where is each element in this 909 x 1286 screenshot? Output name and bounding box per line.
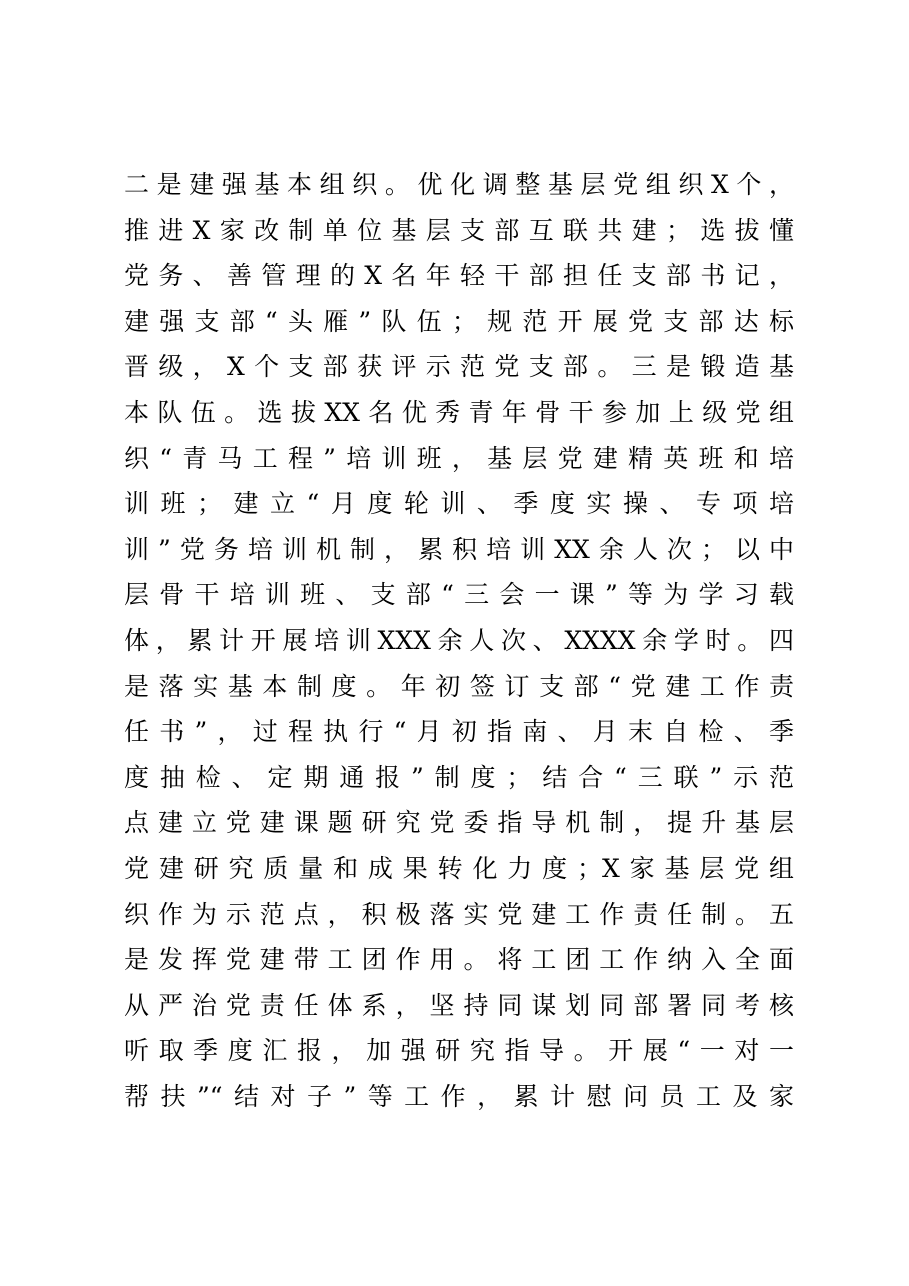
text-line: 推进X家改制单位基层支部互联共建；选拔懂 xyxy=(124,215,794,245)
text-line: 从严治党责任体系，坚持同谋划同部署同考核 xyxy=(124,990,794,1020)
text-line: 织“青马工程”培训班，基层党建精英班和培 xyxy=(124,443,794,473)
text-line: 是落实基本制度。年初签订支部“党建工作责 xyxy=(124,671,794,701)
text-line: 晋级，X个支部获评示范党支部。三是锻造基 xyxy=(124,352,794,382)
text-line: 建强支部“头雁”队伍；规范开展党支部达标 xyxy=(124,306,794,336)
text-line: 党建研究质量和成果转化力度；X家基层党组 xyxy=(124,853,794,883)
text-line: 二是建强基本组织。优化调整基层党组织X个， xyxy=(124,170,794,199)
body-paragraph xyxy=(124,162,794,1119)
text-line: 度抽检、定期通报”制度；结合“三联”示范 xyxy=(124,762,794,792)
text-line: 本队伍。选拔XX名优秀青年骨干参加上级党组 xyxy=(124,397,794,427)
text-line: 任书”，过程执行“月初指南、月末自检、季 xyxy=(124,717,794,747)
text-line: 训班；建立“月度轮训、季度实操、专项培 xyxy=(124,489,794,519)
text-line: 听取季度汇报，加强研究指导。开展“一对一 xyxy=(124,1036,794,1066)
text-line: 织作为示范点，积极落实党建工作责任制。五 xyxy=(124,899,794,929)
text-line: 训”党务培训机制，累积培训XX余人次；以中 xyxy=(124,534,794,564)
text-line: 党务、善管理的X名年轻干部担任支部书记， xyxy=(124,261,794,291)
text-line: 体，累计开展培训XXX余人次、XXXX余学时。四 xyxy=(124,625,794,655)
text-line: 层骨干培训班、支部“三会一课”等为学习载 xyxy=(124,580,794,610)
text-line: 帮扶”“结对子”等工作，累计慰问员工及家 xyxy=(124,1081,794,1111)
text-line: 点建立党建课题研究党委指导机制，提升基层 xyxy=(124,808,794,838)
text-line: 是发挥党建带工团作用。将工团工作纳入全面 xyxy=(124,945,794,975)
